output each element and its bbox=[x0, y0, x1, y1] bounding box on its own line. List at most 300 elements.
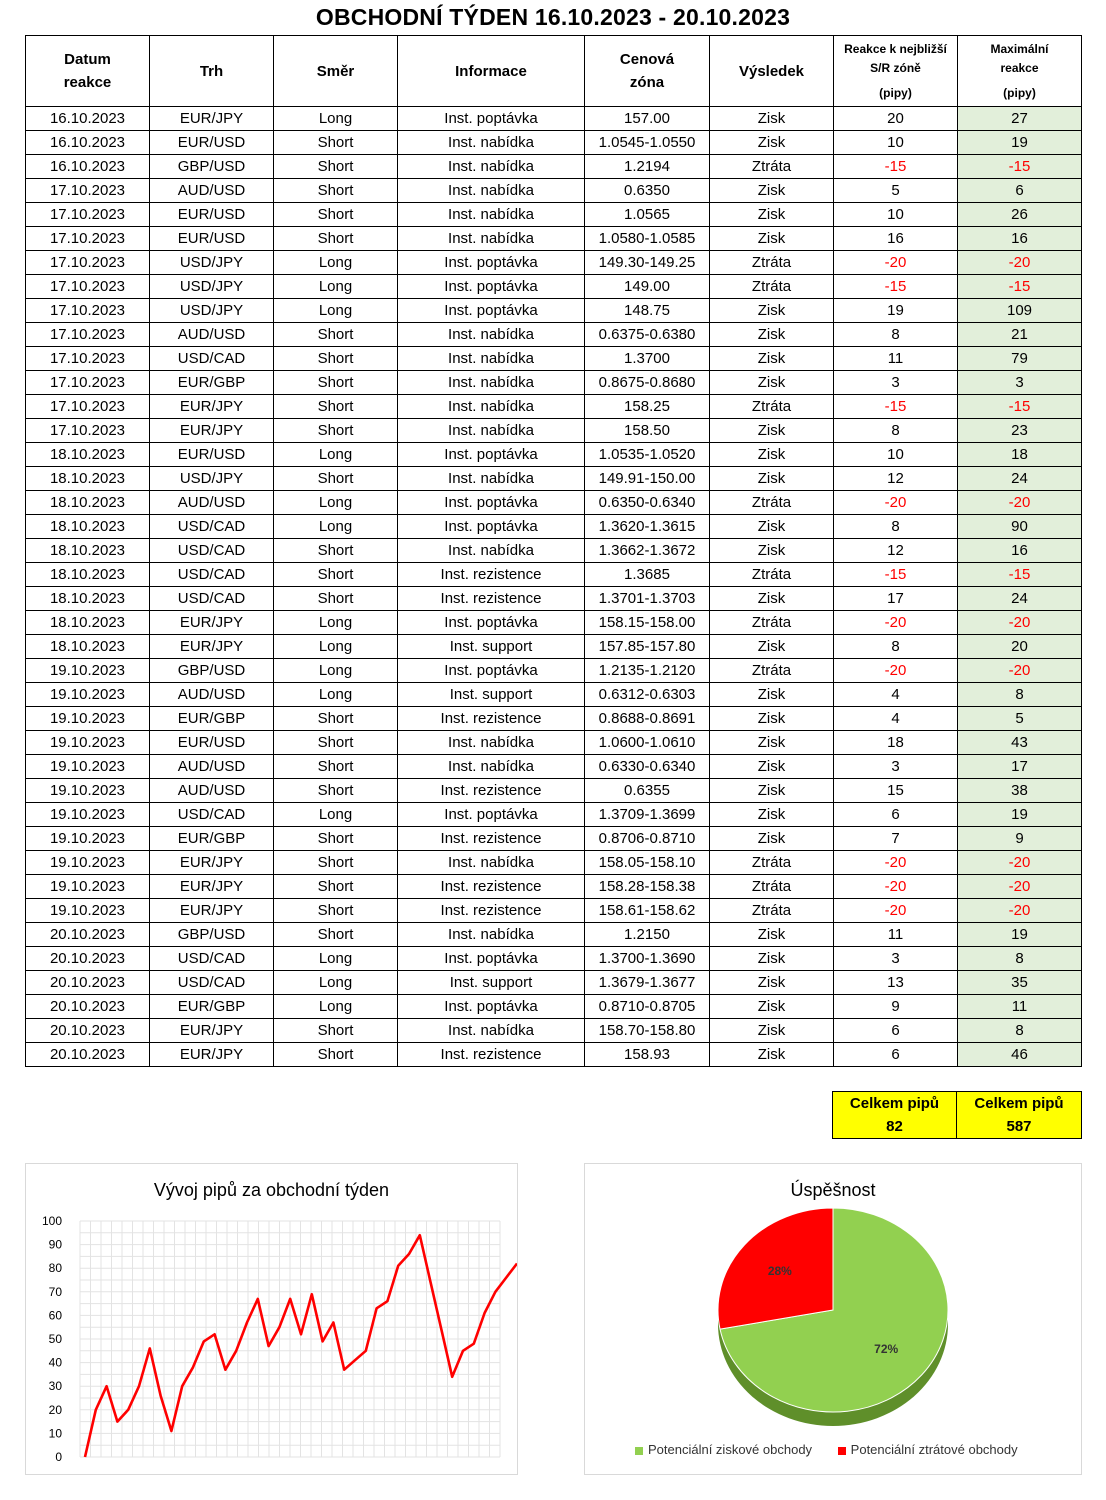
cell-result: Zisk bbox=[710, 827, 834, 851]
cell-reaction: 9 bbox=[834, 995, 958, 1019]
cell-zone: 1.0600-1.0610 bbox=[585, 731, 710, 755]
cell-info: Inst. nabídka bbox=[398, 731, 585, 755]
cell-direction: Short bbox=[274, 875, 398, 899]
cell-date: 17.10.2023 bbox=[26, 395, 150, 419]
cell-date: 20.10.2023 bbox=[26, 1019, 150, 1043]
pie-legend bbox=[635, 1442, 1040, 1457]
cell-market: USD/JPY bbox=[150, 467, 274, 491]
cell-max-reaction: -15 bbox=[958, 563, 1082, 587]
table-row bbox=[26, 107, 1082, 131]
cell-result: Zisk bbox=[710, 755, 834, 779]
cell-zone: 1.3709-1.3699 bbox=[585, 803, 710, 827]
cell-info: Inst. nabídka bbox=[398, 923, 585, 947]
cell-market: EUR/USD bbox=[150, 731, 274, 755]
cell-reaction: 16 bbox=[834, 227, 958, 251]
cell-result: Ztráta bbox=[710, 659, 834, 683]
header-date: Datum reakce bbox=[26, 36, 150, 107]
cell-info: Inst. poptávka bbox=[398, 443, 585, 467]
cell-market: AUD/USD bbox=[150, 323, 274, 347]
cell-info: Inst. poptávka bbox=[398, 611, 585, 635]
table-row bbox=[26, 227, 1082, 251]
cell-result: Zisk bbox=[710, 203, 834, 227]
cell-market: AUD/USD bbox=[150, 755, 274, 779]
cell-reaction: 13 bbox=[834, 971, 958, 995]
cell-result: Zisk bbox=[710, 347, 834, 371]
cell-info: Inst. nabídka bbox=[398, 227, 585, 251]
cell-max-reaction: 19 bbox=[958, 131, 1082, 155]
cell-reaction: -20 bbox=[834, 251, 958, 275]
cell-reaction: -20 bbox=[834, 491, 958, 515]
cell-direction: Long bbox=[274, 803, 398, 827]
cell-info: Inst. rezistence bbox=[398, 1043, 585, 1067]
cell-max-reaction: 8 bbox=[958, 947, 1082, 971]
cell-market: USD/CAD bbox=[150, 587, 274, 611]
cell-market: USD/CAD bbox=[150, 539, 274, 563]
cell-date: 17.10.2023 bbox=[26, 371, 150, 395]
cell-max-reaction: 35 bbox=[958, 971, 1082, 995]
cell-direction: Long bbox=[274, 515, 398, 539]
cell-reaction: 20 bbox=[834, 107, 958, 131]
table-row bbox=[26, 371, 1082, 395]
cell-info: Inst. rezistence bbox=[398, 707, 585, 731]
cell-zone: 158.70-158.80 bbox=[585, 1019, 710, 1043]
pie-data-label: 28% bbox=[767, 1263, 792, 1278]
cell-date: 20.10.2023 bbox=[26, 947, 150, 971]
cell-max-reaction: 43 bbox=[958, 731, 1082, 755]
cell-market: EUR/JPY bbox=[150, 107, 274, 131]
y-tick-label: 100 bbox=[41, 1214, 62, 1228]
cell-date: 18.10.2023 bbox=[26, 539, 150, 563]
cell-market: EUR/GBP bbox=[150, 707, 274, 731]
cell-zone: 0.8710-0.8705 bbox=[585, 995, 710, 1019]
cell-date: 19.10.2023 bbox=[26, 803, 150, 827]
cell-info: Inst. nabídka bbox=[398, 467, 585, 491]
cell-reaction: 8 bbox=[834, 419, 958, 443]
cell-info: Inst. poptávka bbox=[398, 995, 585, 1019]
cell-result: Zisk bbox=[710, 731, 834, 755]
cell-direction: Long bbox=[274, 971, 398, 995]
table-row bbox=[26, 491, 1082, 515]
cell-max-reaction: -20 bbox=[958, 491, 1082, 515]
cell-market: AUD/USD bbox=[150, 491, 274, 515]
cell-market: EUR/GBP bbox=[150, 827, 274, 851]
cell-info: Inst. nabídka bbox=[398, 347, 585, 371]
table-row bbox=[26, 563, 1082, 587]
grid bbox=[80, 1221, 500, 1457]
cell-info: Inst. nabídka bbox=[398, 323, 585, 347]
cell-info: Inst. nabídka bbox=[398, 203, 585, 227]
cell-max-reaction: -20 bbox=[958, 251, 1082, 275]
cell-result: Zisk bbox=[710, 707, 834, 731]
cell-direction: Long bbox=[274, 611, 398, 635]
cell-reaction: -15 bbox=[834, 395, 958, 419]
y-tick-label: 70 bbox=[48, 1284, 62, 1299]
pie-data-label: 72% bbox=[874, 1342, 899, 1357]
cell-reaction: 12 bbox=[834, 539, 958, 563]
table-row bbox=[26, 899, 1082, 923]
cell-market: USD/JPY bbox=[150, 299, 274, 323]
cell-direction: Short bbox=[274, 467, 398, 491]
cell-zone: 158.28-158.38 bbox=[585, 875, 710, 899]
cell-reaction: -20 bbox=[834, 899, 958, 923]
totals-table bbox=[832, 1091, 1082, 1139]
table-row bbox=[26, 851, 1082, 875]
cell-direction: Short bbox=[274, 539, 398, 563]
cell-info: Inst. rezistence bbox=[398, 779, 585, 803]
table-row bbox=[26, 179, 1082, 203]
y-tick-label: 20 bbox=[48, 1402, 62, 1417]
cell-result: Zisk bbox=[710, 683, 834, 707]
cell-result: Zisk bbox=[710, 107, 834, 131]
header-market: Trh bbox=[150, 36, 274, 107]
legend-item-profit: Potenciální ziskové obchody bbox=[635, 1442, 812, 1457]
cell-market: EUR/USD bbox=[150, 131, 274, 155]
cell-result: Zisk bbox=[710, 443, 834, 467]
cell-max-reaction: 11 bbox=[958, 995, 1082, 1019]
table-row bbox=[26, 995, 1082, 1019]
cell-reaction: 10 bbox=[834, 203, 958, 227]
cell-date: 19.10.2023 bbox=[26, 755, 150, 779]
cell-direction: Short bbox=[274, 227, 398, 251]
cell-reaction: -20 bbox=[834, 851, 958, 875]
cell-market: EUR/JPY bbox=[150, 851, 274, 875]
cell-market: EUR/JPY bbox=[150, 419, 274, 443]
cell-reaction: 10 bbox=[834, 443, 958, 467]
cell-max-reaction: 18 bbox=[958, 443, 1082, 467]
cell-result: Zisk bbox=[710, 971, 834, 995]
cell-direction: Short bbox=[274, 131, 398, 155]
cell-max-reaction: 38 bbox=[958, 779, 1082, 803]
pie-chart bbox=[584, 1163, 1082, 1475]
cell-reaction: 11 bbox=[834, 923, 958, 947]
table-row bbox=[26, 587, 1082, 611]
cell-info: Inst. poptávka bbox=[398, 275, 585, 299]
cell-reaction: -15 bbox=[834, 275, 958, 299]
cell-market: USD/CAD bbox=[150, 971, 274, 995]
cell-date: 18.10.2023 bbox=[26, 515, 150, 539]
table-row bbox=[26, 299, 1082, 323]
cell-zone: 1.0580-1.0585 bbox=[585, 227, 710, 251]
cell-zone: 1.3679-1.3677 bbox=[585, 971, 710, 995]
cell-direction: Short bbox=[274, 851, 398, 875]
cell-zone: 0.6350 bbox=[585, 179, 710, 203]
cell-direction: Short bbox=[274, 179, 398, 203]
table-row bbox=[26, 971, 1082, 995]
total-max-cell: Celkem pipů 587 bbox=[957, 1092, 1082, 1139]
cell-result: Zisk bbox=[710, 179, 834, 203]
cell-max-reaction: 19 bbox=[958, 923, 1082, 947]
cell-max-reaction: 16 bbox=[958, 227, 1082, 251]
cell-zone: 0.6350-0.6340 bbox=[585, 491, 710, 515]
cell-result: Ztráta bbox=[710, 251, 834, 275]
cell-date: 16.10.2023 bbox=[26, 155, 150, 179]
cell-reaction: 18 bbox=[834, 731, 958, 755]
table-row bbox=[26, 923, 1082, 947]
cell-direction: Short bbox=[274, 731, 398, 755]
cell-market: EUR/GBP bbox=[150, 995, 274, 1019]
cell-result: Zisk bbox=[710, 299, 834, 323]
pie-chart-title: Úspěšnost bbox=[790, 1180, 876, 1200]
table-row bbox=[26, 755, 1082, 779]
cell-direction: Short bbox=[274, 347, 398, 371]
cell-date: 18.10.2023 bbox=[26, 467, 150, 491]
cell-date: 19.10.2023 bbox=[26, 851, 150, 875]
table-row bbox=[26, 1043, 1082, 1067]
cell-result: Ztráta bbox=[710, 155, 834, 179]
table-row bbox=[26, 395, 1082, 419]
legend-swatch-green-icon bbox=[635, 1447, 643, 1455]
cell-info: Inst. nabídka bbox=[398, 419, 585, 443]
cell-max-reaction: 16 bbox=[958, 539, 1082, 563]
cell-reaction: 12 bbox=[834, 467, 958, 491]
cell-reaction: 11 bbox=[834, 347, 958, 371]
cell-reaction: 17 bbox=[834, 587, 958, 611]
cell-date: 17.10.2023 bbox=[26, 227, 150, 251]
cell-date: 18.10.2023 bbox=[26, 611, 150, 635]
cell-market: USD/CAD bbox=[150, 515, 274, 539]
cell-date: 18.10.2023 bbox=[26, 443, 150, 467]
y-tick-label: 50 bbox=[48, 1332, 62, 1346]
cell-info: Inst. poptávka bbox=[398, 491, 585, 515]
cell-market: EUR/JPY bbox=[150, 875, 274, 899]
cell-reaction: -15 bbox=[834, 563, 958, 587]
cell-max-reaction: 109 bbox=[958, 299, 1082, 323]
y-tick-label: 40 bbox=[48, 1355, 62, 1370]
cell-date: 17.10.2023 bbox=[26, 347, 150, 371]
cell-date: 17.10.2023 bbox=[26, 299, 150, 323]
cell-max-reaction: 27 bbox=[958, 107, 1082, 131]
cell-market: GBP/USD bbox=[150, 155, 274, 179]
cell-zone: 1.0535-1.0520 bbox=[585, 443, 710, 467]
table-row bbox=[26, 347, 1082, 371]
table-row bbox=[26, 539, 1082, 563]
cell-zone: 1.3700-1.3690 bbox=[585, 947, 710, 971]
cell-max-reaction: 5 bbox=[958, 707, 1082, 731]
cell-max-reaction: 17 bbox=[958, 755, 1082, 779]
cell-zone: 0.8688-0.8691 bbox=[585, 707, 710, 731]
cell-result: Zisk bbox=[710, 947, 834, 971]
cell-result: Zisk bbox=[710, 587, 834, 611]
cell-result: Zisk bbox=[710, 923, 834, 947]
cell-date: 18.10.2023 bbox=[26, 635, 150, 659]
cell-reaction: 4 bbox=[834, 683, 958, 707]
line-chart-title: Vývoj pipů za obchodní týden bbox=[153, 1180, 390, 1200]
cell-direction: Short bbox=[274, 707, 398, 731]
cell-info: Inst. rezistence bbox=[398, 899, 585, 923]
table-row bbox=[26, 707, 1082, 731]
cell-market: EUR/JPY bbox=[150, 635, 274, 659]
cell-info: Inst. poptávka bbox=[398, 947, 585, 971]
cell-info: Inst. nabídka bbox=[398, 371, 585, 395]
cell-zone: 0.8675-0.8680 bbox=[585, 371, 710, 395]
total-reaction-cell: Celkem pipů 82 bbox=[833, 1092, 957, 1139]
cell-reaction: -20 bbox=[834, 875, 958, 899]
cell-zone: 149.30-149.25 bbox=[585, 251, 710, 275]
cell-max-reaction: 21 bbox=[958, 323, 1082, 347]
cell-reaction: 6 bbox=[834, 1043, 958, 1067]
cell-result: Ztráta bbox=[710, 875, 834, 899]
cell-max-reaction: 46 bbox=[958, 1043, 1082, 1067]
cell-market: EUR/GBP bbox=[150, 371, 274, 395]
cell-max-reaction: 8 bbox=[958, 1019, 1082, 1043]
cell-direction: Short bbox=[274, 827, 398, 851]
cell-market: EUR/USD bbox=[150, 227, 274, 251]
table-row bbox=[26, 323, 1082, 347]
table-header-row bbox=[26, 36, 1082, 107]
cell-zone: 149.00 bbox=[585, 275, 710, 299]
cell-reaction: 15 bbox=[834, 779, 958, 803]
cell-info: Inst. rezistence bbox=[398, 827, 585, 851]
cell-date: 20.10.2023 bbox=[26, 995, 150, 1019]
cell-max-reaction: 9 bbox=[958, 827, 1082, 851]
cell-reaction: -20 bbox=[834, 659, 958, 683]
cell-direction: Short bbox=[274, 923, 398, 947]
table-row bbox=[26, 827, 1082, 851]
y-tick-label: 0 bbox=[55, 1450, 62, 1464]
cell-info: Inst. nabídka bbox=[398, 539, 585, 563]
cell-reaction: 3 bbox=[834, 947, 958, 971]
cell-market: USD/JPY bbox=[150, 251, 274, 275]
cell-direction: Long bbox=[274, 491, 398, 515]
cell-reaction: 10 bbox=[834, 131, 958, 155]
cell-reaction: 6 bbox=[834, 803, 958, 827]
cell-date: 17.10.2023 bbox=[26, 323, 150, 347]
cell-result: Zisk bbox=[710, 419, 834, 443]
header-direction: Směr bbox=[274, 36, 398, 107]
cell-info: Inst. poptávka bbox=[398, 803, 585, 827]
cell-info: Inst. nabídka bbox=[398, 155, 585, 179]
cell-result: Zisk bbox=[710, 323, 834, 347]
cell-direction: Long bbox=[274, 443, 398, 467]
cell-market: EUR/JPY bbox=[150, 395, 274, 419]
cell-info: Inst. rezistence bbox=[398, 563, 585, 587]
cell-direction: Short bbox=[274, 1043, 398, 1067]
cell-direction: Short bbox=[274, 371, 398, 395]
cell-max-reaction: -20 bbox=[958, 899, 1082, 923]
cell-date: 17.10.2023 bbox=[26, 251, 150, 275]
cell-market: EUR/JPY bbox=[150, 1019, 274, 1043]
cell-result: Zisk bbox=[710, 803, 834, 827]
cell-info: Inst. nabídka bbox=[398, 1019, 585, 1043]
table-row bbox=[26, 155, 1082, 179]
cell-direction: Long bbox=[274, 683, 398, 707]
cell-result: Ztráta bbox=[710, 611, 834, 635]
cell-market: USD/CAD bbox=[150, 563, 274, 587]
cell-market: EUR/USD bbox=[150, 443, 274, 467]
cell-zone: 157.85-157.80 bbox=[585, 635, 710, 659]
y-tick-label: 60 bbox=[48, 1308, 62, 1323]
cell-zone: 0.6375-0.6380 bbox=[585, 323, 710, 347]
cell-reaction: 8 bbox=[834, 323, 958, 347]
table-row bbox=[26, 203, 1082, 227]
cell-date: 17.10.2023 bbox=[26, 419, 150, 443]
pie-chart-plot bbox=[585, 1164, 1081, 1474]
y-tick-label: 80 bbox=[48, 1261, 62, 1276]
cell-direction: Short bbox=[274, 779, 398, 803]
table-row bbox=[26, 803, 1082, 827]
cell-direction: Short bbox=[274, 203, 398, 227]
table-row bbox=[26, 251, 1082, 275]
cell-max-reaction: 26 bbox=[958, 203, 1082, 227]
cell-date: 19.10.2023 bbox=[26, 779, 150, 803]
cell-direction: Long bbox=[274, 251, 398, 275]
cell-zone: 1.3685 bbox=[585, 563, 710, 587]
table-row bbox=[26, 731, 1082, 755]
cell-info: Inst. support bbox=[398, 971, 585, 995]
y-tick-label: 30 bbox=[48, 1379, 62, 1394]
cell-direction: Short bbox=[274, 587, 398, 611]
cell-result: Zisk bbox=[710, 539, 834, 563]
cell-result: Zisk bbox=[710, 1043, 834, 1067]
cell-zone: 1.2194 bbox=[585, 155, 710, 179]
line-chart-plot bbox=[26, 1164, 517, 1474]
cell-reaction: 4 bbox=[834, 707, 958, 731]
cell-reaction: -20 bbox=[834, 611, 958, 635]
table-row bbox=[26, 779, 1082, 803]
cell-reaction: 3 bbox=[834, 371, 958, 395]
cell-result: Zisk bbox=[710, 635, 834, 659]
cell-info: Inst. poptávka bbox=[398, 299, 585, 323]
cell-direction: Long bbox=[274, 995, 398, 1019]
cell-direction: Long bbox=[274, 299, 398, 323]
cell-result: Ztráta bbox=[710, 851, 834, 875]
cell-direction: Long bbox=[274, 635, 398, 659]
cell-market: EUR/JPY bbox=[150, 899, 274, 923]
cell-reaction: 3 bbox=[834, 755, 958, 779]
cell-direction: Short bbox=[274, 1019, 398, 1043]
cell-date: 20.10.2023 bbox=[26, 971, 150, 995]
cell-date: 20.10.2023 bbox=[26, 1043, 150, 1067]
cell-zone: 1.0565 bbox=[585, 203, 710, 227]
cell-date: 19.10.2023 bbox=[26, 827, 150, 851]
cell-zone: 149.91-150.00 bbox=[585, 467, 710, 491]
cell-max-reaction: 23 bbox=[958, 419, 1082, 443]
table-row bbox=[26, 419, 1082, 443]
cell-zone: 1.2150 bbox=[585, 923, 710, 947]
cell-max-reaction: 8 bbox=[958, 683, 1082, 707]
cell-info: Inst. poptávka bbox=[398, 659, 585, 683]
cell-zone: 158.25 bbox=[585, 395, 710, 419]
cell-result: Ztráta bbox=[710, 395, 834, 419]
cell-reaction: 8 bbox=[834, 515, 958, 539]
cell-date: 17.10.2023 bbox=[26, 203, 150, 227]
cell-market: EUR/JPY bbox=[150, 611, 274, 635]
cell-max-reaction: -15 bbox=[958, 275, 1082, 299]
cell-max-reaction: 6 bbox=[958, 179, 1082, 203]
cell-direction: Long bbox=[274, 275, 398, 299]
cell-date: 18.10.2023 bbox=[26, 563, 150, 587]
cell-info: Inst. poptávka bbox=[398, 107, 585, 131]
cell-result: Zisk bbox=[710, 227, 834, 251]
cell-direction: Short bbox=[274, 755, 398, 779]
cell-max-reaction: 79 bbox=[958, 347, 1082, 371]
cell-max-reaction: 20 bbox=[958, 635, 1082, 659]
cell-zone: 158.61-158.62 bbox=[585, 899, 710, 923]
cell-zone: 1.3700 bbox=[585, 347, 710, 371]
cell-zone: 158.50 bbox=[585, 419, 710, 443]
table-row bbox=[26, 683, 1082, 707]
cell-result: Zisk bbox=[710, 515, 834, 539]
header-result: Výsledek bbox=[710, 36, 834, 107]
table-row bbox=[26, 131, 1082, 155]
cell-direction: Short bbox=[274, 323, 398, 347]
cell-max-reaction: -20 bbox=[958, 659, 1082, 683]
cell-direction: Long bbox=[274, 659, 398, 683]
header-max-reaction: Maximální reakce (pipy) bbox=[958, 36, 1082, 107]
cell-zone: 1.3662-1.3672 bbox=[585, 539, 710, 563]
cell-result: Zisk bbox=[710, 995, 834, 1019]
trades-table bbox=[25, 35, 1082, 1067]
